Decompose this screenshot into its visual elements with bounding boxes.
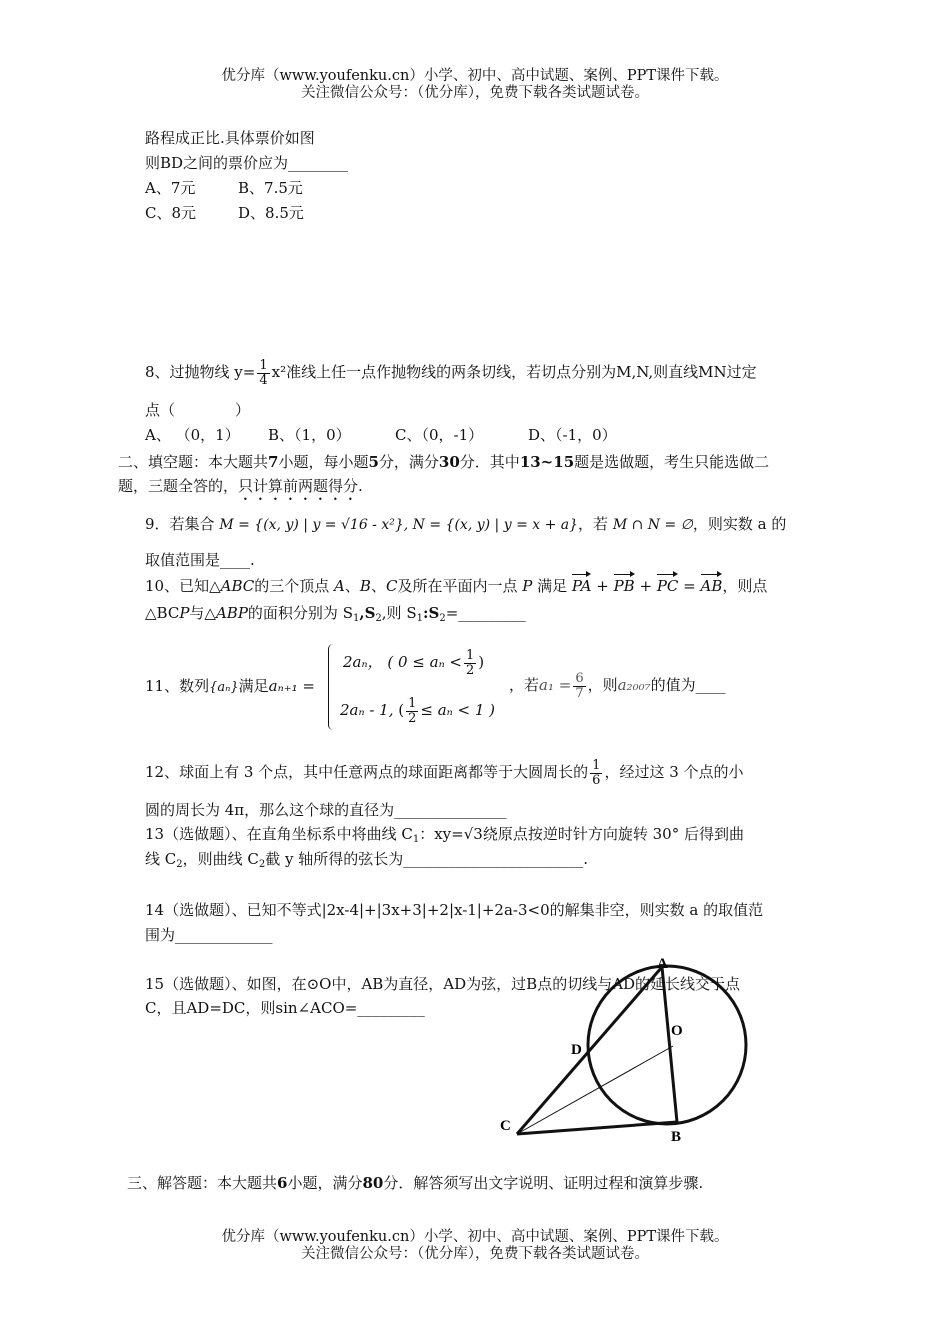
section3-text-b: 小题，满分: [287, 1174, 363, 1192]
q13-l2-sub2: 2: [258, 859, 266, 870]
q9-line-2: 取值范围是____.: [145, 551, 255, 569]
q13-line-2: [145, 849, 588, 875]
q11-prefix: 11、数列: [145, 677, 210, 695]
q9-line-1: [145, 513, 786, 536]
q11-case-1: [343, 646, 484, 678]
q14-line-1: 14（选做题）、已知不等式|2x-4|+|3x+3|+2|x-1|+2a-3<0的解集非空，则实数 a 的取值范: [145, 901, 764, 919]
q15-line-1: 15（选做题）、如图，在⊙O中，AB为直径，AD为弦，过B点的切线与AD的延长线交于点: [145, 975, 741, 993]
q11-case1-den: 2: [466, 662, 475, 678]
q10-suffix: ，则点: [722, 577, 768, 595]
header-line-1: 优分库（www.youfenku.cn）小学、初中、高中试题、案例、PPT课件下载。: [221, 68, 729, 84]
q10-l2-a: △BC: [145, 604, 180, 622]
q12-fraction: [590, 759, 602, 788]
q10-l2-f: :S: [422, 604, 440, 622]
section2-text-f: 题，三题全答的，: [118, 477, 239, 495]
q8-prefix: 8、过抛物线 y=: [145, 363, 256, 381]
section2-text-c: 分，满分: [378, 453, 439, 471]
section3-num-2: 80: [362, 1174, 384, 1192]
q11-mid: 满足: [238, 677, 269, 695]
q8-option-b: B、（1，0）: [268, 426, 351, 444]
q11-sequence: {aₙ}: [209, 680, 239, 695]
q10-prefix: 10、已知△: [145, 577, 221, 595]
q9-prefix: 9．若集合: [145, 515, 215, 533]
q13-l2-c: 截 y 轴所得的弦长为________________________.: [265, 850, 589, 868]
q11-case2-num: 1: [408, 695, 417, 711]
q13-sqrt3: √3: [463, 825, 483, 843]
footer-line-1: 优分库（www.youfenku.cn）小学、初中、高中试题、案例、PPT课件下载。: [221, 1229, 729, 1245]
q10-l2-g: =_________: [445, 604, 526, 622]
q13-text-b: ：xy=: [419, 825, 464, 843]
label-o: O: [671, 1023, 683, 1039]
q8-option-d: D、（-1，0）: [528, 426, 617, 444]
q10-vector-ab: AB: [700, 577, 723, 595]
page-footer: [0, 1229, 950, 1263]
q7-option-a: A、7元: [145, 179, 196, 197]
q12-suffix: ，经过这 3 个点的小: [604, 763, 744, 781]
q9-sets: M = {(x, y) | y = √16 - x²}, N = {(x, y) | y = x + a}: [219, 517, 579, 533]
header-line-2: 关注微信公众号：（优分库），免费下载各类试题试卷。: [301, 85, 649, 101]
section2-line-1: [118, 452, 769, 472]
q11-case2-cond-a: (: [398, 701, 405, 719]
q8-fraction: [257, 359, 269, 388]
page-header: [0, 68, 950, 102]
section2-text-g: .: [358, 477, 363, 495]
q11-suffix: 的值为____: [650, 676, 726, 694]
q8-frac-den: 4: [259, 372, 268, 388]
section2-num-2: 5: [368, 453, 379, 471]
q10-line-1: 10、已知△ABC的三个顶点 A、B、C及所在平面内一点 P 满足 PA + PB + PC = AB，则点: [145, 577, 768, 595]
q10-vector-pa: PA: [571, 577, 592, 595]
q13-text-d: 绕原点按逆时针方向旋转 30° 后得到曲: [482, 825, 744, 843]
q11-case1-frac: [464, 649, 476, 678]
section2-emphasis: 只计算前两题得分: [238, 477, 359, 495]
q8-frac-num: 1: [259, 357, 268, 373]
q10-l2-abp: ABP: [215, 604, 248, 622]
q10-l2-c: 的面积分别为 S: [247, 604, 353, 622]
section2-text-b: 小题，每小题: [278, 453, 369, 471]
q7-option-c: C、8元: [145, 204, 197, 222]
q9-suffix: ，则实数 a 的: [692, 515, 787, 533]
q8-line-1: [145, 352, 757, 392]
q15-line-2: C，且AD=DC，则sin∠ACO=_________: [145, 999, 425, 1017]
q11-case1-expr: 2aₙ，: [343, 653, 383, 671]
section2-num-4: 13~15: [519, 453, 575, 471]
q11-case1-num: 1: [466, 647, 475, 663]
q10-b: B: [359, 577, 371, 595]
q7-option-b: B、7.5元: [238, 179, 303, 197]
q8-option-a: A、 （0，1）: [145, 426, 240, 444]
q9-mid: ，若: [578, 515, 609, 533]
q11-a1-den: 7: [575, 685, 584, 701]
q11-a1-num: 6: [575, 670, 584, 686]
q11-case-2: [340, 694, 495, 726]
q11-case2-expr: 2aₙ - 1,: [340, 701, 394, 719]
section2-text-a: 二、填空题：本大题共: [118, 453, 269, 471]
q11-prefix-group: [145, 676, 315, 698]
q14-line-2: 围为_____________: [145, 926, 273, 944]
q7-line-2: 则BD之间的票价应为________: [145, 154, 349, 172]
section2-num-1: 7: [268, 453, 279, 471]
q11-then: ，则: [587, 676, 618, 694]
q12-line-1: [145, 752, 744, 792]
q13-l2-sub: 2: [176, 859, 183, 870]
q12-frac-den: 6: [592, 772, 601, 788]
q8-option-c: C、（0，-1）: [395, 426, 484, 444]
q13-l2-b: ，则曲线 C: [182, 850, 259, 868]
q10-vector-pb: PB: [613, 577, 635, 595]
q10-vector-pc: PC: [656, 577, 679, 595]
q10-mid-3: 满足: [537, 577, 568, 595]
section3-text-c: 分．解答须写出文字说明、证明过程和演算步骤.: [383, 1174, 704, 1192]
label-d: D: [571, 1042, 582, 1058]
q10-l2-e: ,则 S: [381, 604, 417, 622]
section3-heading: [127, 1173, 703, 1193]
q10-mid-1: 的三个顶点: [254, 577, 330, 595]
q11-case2-frac: [406, 697, 418, 726]
label-b: B: [671, 1129, 682, 1145]
q11-if: ，若: [509, 676, 540, 694]
q10-c: C: [385, 577, 398, 595]
q7-option-d: D、8.5元: [238, 204, 304, 222]
q11-target: a₂₀₀₇: [617, 676, 651, 694]
q10-l2-p: P: [179, 604, 190, 622]
q10-l2-b: 与△: [189, 604, 216, 622]
q11-a1: a₁ =: [539, 676, 572, 694]
q11-lhs: aₙ₊₁ =: [268, 677, 315, 695]
q13-l2-a: 线 C: [145, 850, 177, 868]
q8-suffix: x²准线上任一点作抛物线的两条切线，若切点分别为M,N,则直线MN过定: [271, 363, 757, 381]
q9-condition: M ∩ N = ∅: [612, 517, 693, 533]
q12-frac-num: 1: [592, 757, 601, 773]
label-a: A: [657, 956, 668, 972]
footer-line-2: 关注微信公众号：（优分库），免费下载各类试题试卷。: [301, 1246, 649, 1262]
q10-abc: ABC: [220, 577, 255, 595]
tangent-cb: [517, 1122, 677, 1134]
q10-line-2: △BCP与△ABP的面积分别为 $S_1,S_2$,则 $S_1:S_2=\_\_\_\_\_\_\_\_\_$: [145, 604, 526, 624]
q11-brace: [328, 644, 333, 730]
q10-p: P: [522, 577, 533, 595]
q11-a1-frac: [573, 672, 585, 701]
q10-mid-2: 及所在平面内一点: [397, 577, 518, 595]
q13-text-a: 13（选做题）、在直角坐标系中将曲线 C: [145, 825, 413, 843]
q10-l2-d: ,S: [359, 604, 376, 622]
q13-sub-1: 1: [412, 834, 420, 845]
q7-line-1: 路程成正比.具体票价如图: [145, 129, 315, 147]
q11-tail: [509, 668, 726, 702]
q10-a: A: [334, 577, 345, 595]
section2-line-2: [118, 476, 363, 504]
q12-prefix: 12、球面上有 3 个点，其中任意两点的球面距离都等于大圆周长的: [145, 763, 589, 781]
q12-line-2: 圆的周长为 4π，那么这个球的直径为_______________: [145, 801, 507, 819]
section3-text-a: 三、解答题：本大题共: [127, 1174, 278, 1192]
q13-line-1: [145, 824, 744, 850]
section2-text-e: 题是选做题，考生只能选做二: [574, 453, 770, 471]
section2-num-3: 30: [438, 453, 460, 471]
q11-case1-cond-b: ): [478, 653, 485, 671]
label-c: C: [500, 1118, 511, 1134]
q11-case1-cond-a: ( 0 ≤ aₙ <: [387, 653, 462, 671]
section2-text-d: 分．其中: [459, 453, 520, 471]
q11-case2-cond-b: ≤ aₙ < 1 ): [420, 701, 496, 719]
section3-num-1: 6: [277, 1174, 288, 1192]
q8-line-2: 点（ ）: [145, 401, 251, 419]
q11-case2-den: 2: [408, 710, 417, 726]
